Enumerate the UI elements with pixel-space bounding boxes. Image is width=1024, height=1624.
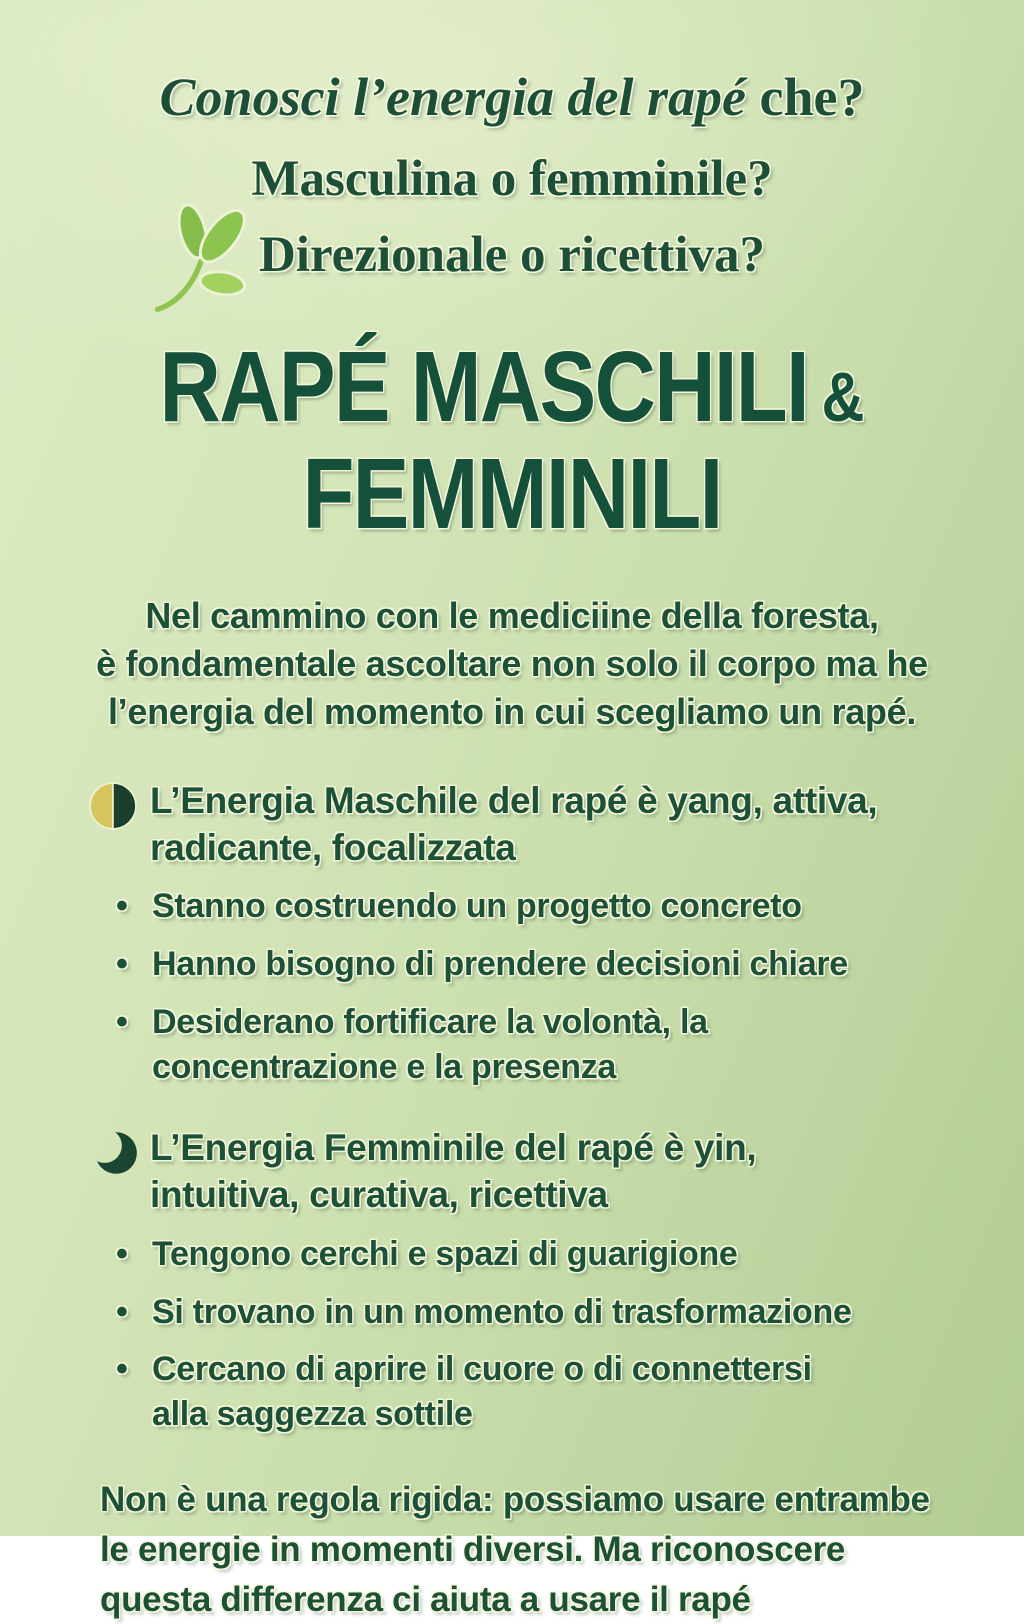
bullet-dot-icon: • [116, 1292, 128, 1331]
question-line-3: Direzionale o ricettiva? [258, 227, 766, 283]
list-item: • Stanno costruendo un progetto concreto [116, 884, 1024, 929]
page-title-line-2: FEMMINILI [302, 438, 722, 550]
closing-line-1: Non è una regola rigida: possiamo usare entrambe [100, 1480, 930, 1520]
bullet-dot-icon: • [116, 887, 128, 926]
page-title-line-1: RAPÉ MASCHILI & [159, 331, 865, 443]
bullet-dot-icon: • [116, 1350, 128, 1389]
heading-line: radicante, focalizzata [150, 827, 516, 869]
page-title [0, 331, 1024, 550]
question-line-1-italic: Conosci l’energia del rapé [159, 67, 746, 127]
intro-line-1: Nel cammino con le mediciine della foresta, [145, 595, 879, 636]
heading-line: L’Energia Maschile del rapé è yang, attiva, [150, 779, 878, 821]
section-maschile-heading [88, 777, 1024, 872]
section-femminile [88, 1124, 1024, 1437]
intro-line-3: l’energia del momento in cui scegliamo un rapé. [107, 691, 917, 733]
section-maschile-bullets [88, 884, 1024, 1090]
question-line-1 [0, 66, 1024, 128]
question-line-2: Masculina o femminile? [251, 151, 773, 207]
leaf-icon [148, 196, 266, 314]
closing-paragraph [100, 1475, 964, 1624]
bullet-dot-icon: • [116, 945, 128, 984]
bullet-dot-icon: • [116, 1234, 128, 1273]
ampersand: & [821, 358, 865, 436]
list-item: • Hanno bisogno di prendere decisioni chiare [116, 942, 1024, 987]
section-maschile [88, 777, 1024, 1090]
bullet-dot-icon: • [116, 1003, 128, 1042]
questions-block [0, 0, 1024, 284]
list-item: • Desiderano fortificare la volontà, la concentrazione e la presenza [116, 1000, 1024, 1090]
heading-line: intuitiva, curativa, ricettiva [150, 1174, 608, 1216]
half-moon-icon [88, 781, 138, 831]
heading-line: L’Energia Femminile del rapé è yin, [150, 1126, 757, 1168]
list-item: • Si trovano in un momento di trasformazione [116, 1290, 1024, 1335]
list-item: • Tengono cerchi e spazi di guarigione [116, 1232, 1024, 1277]
question-line-1-rest: che? [746, 67, 865, 127]
section-femminile-heading [88, 1124, 1024, 1219]
intro-paragraph [0, 592, 1024, 737]
crescent-moon-icon [88, 1128, 138, 1178]
section-femminile-bullets [88, 1232, 1024, 1438]
closing-line-3: questa differenza ci aiuta a usare il rapé [100, 1579, 751, 1619]
intro-line-2: è fondamentale ascoltare non solo il corpo ma he [96, 643, 928, 685]
closing-line-2: le energie in momenti diversi. Ma riconoscere [100, 1529, 846, 1569]
list-item: • Cercano di aprire il cuore o di connettersi alla saggezza sottile [116, 1347, 1024, 1437]
